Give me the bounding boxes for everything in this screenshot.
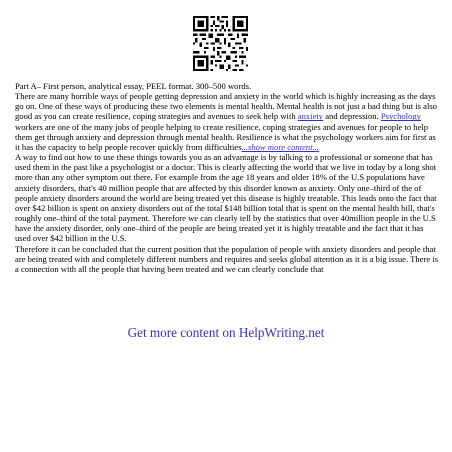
essay-paragraph-1-text-b: and depression. bbox=[323, 111, 381, 122]
anxiety-link[interactable]: anxiety bbox=[297, 111, 324, 122]
essay-paragraph-1-text-a: There are many horrible ways of people getting depression and anxiety in the world which is highly increasing as the days go on. One of these ways of producing these two elements is mental health. Mental health is not just a bad thing but is also good as you can create resilience, coping strategies and avenues to seek help with bbox=[15, 91, 437, 122]
psychology-link[interactable]: Psychology bbox=[380, 111, 421, 122]
qr-code-icon bbox=[193, 16, 248, 71]
essay-body bbox=[15, 81, 439, 274]
essay-paragraph-2: A way to find out how to use these things towards you as an advantage is by talking to a professional or someone that has used them in the past like a psychologist or a doctor. This is clearly affecting the world that we live in today by a long shot more than any other symptom out there. For example from the age 18 years and older 18% of the U.S populations have anxiety disorders, that's 40 million people that are affected by this disorder known as anxiety. Only one–third of the of people anxiety disorders around the world are being treated yet this disease is highly treatable. This leads onto the fact that over $42 billion is spent on anxiety disorders out of the total $148 billion total that is spent on the mental health bill, that's roughly one–third of the total payment. Therefore we can clearly tell by the statistics that over 40million people in the U.S have the anxiety disorder, only one–third of the people are being treated yet it is highly treatable and the fact that it has used over $42 billion in the U.S. bbox=[15, 152, 437, 244]
get-more-content-link[interactable]: Get more content on HelpWriting.net bbox=[127, 325, 325, 340]
essay-heading: Part A– First person, analytical essay, PEEL format. 300–500 words. bbox=[15, 81, 252, 91]
essay-paragraph-1-text-c: workers are one of the many jobs of people helping to create resilience, coping strategies and avenues for people to help them get through anxiety and depression through mental health. Resilience is what the psychology workers aim for first as it has the capacity to help people recover quickly from difficulties bbox=[15, 121, 436, 152]
essay-paragraph-1 bbox=[15, 91, 439, 152]
essay-paragraph-3: Therefore it can be concluded that the current position that the population of people with anxiety disorders and people that are being treated with and completely different numbers and requires and seeks global attention as it is a big issue. There is a connection with all the people that having been treated and we can clearly conclude that bbox=[15, 243, 439, 274]
qr-code-graphic bbox=[193, 16, 248, 71]
show-more-content-link[interactable]: ...show more content... bbox=[241, 141, 320, 152]
